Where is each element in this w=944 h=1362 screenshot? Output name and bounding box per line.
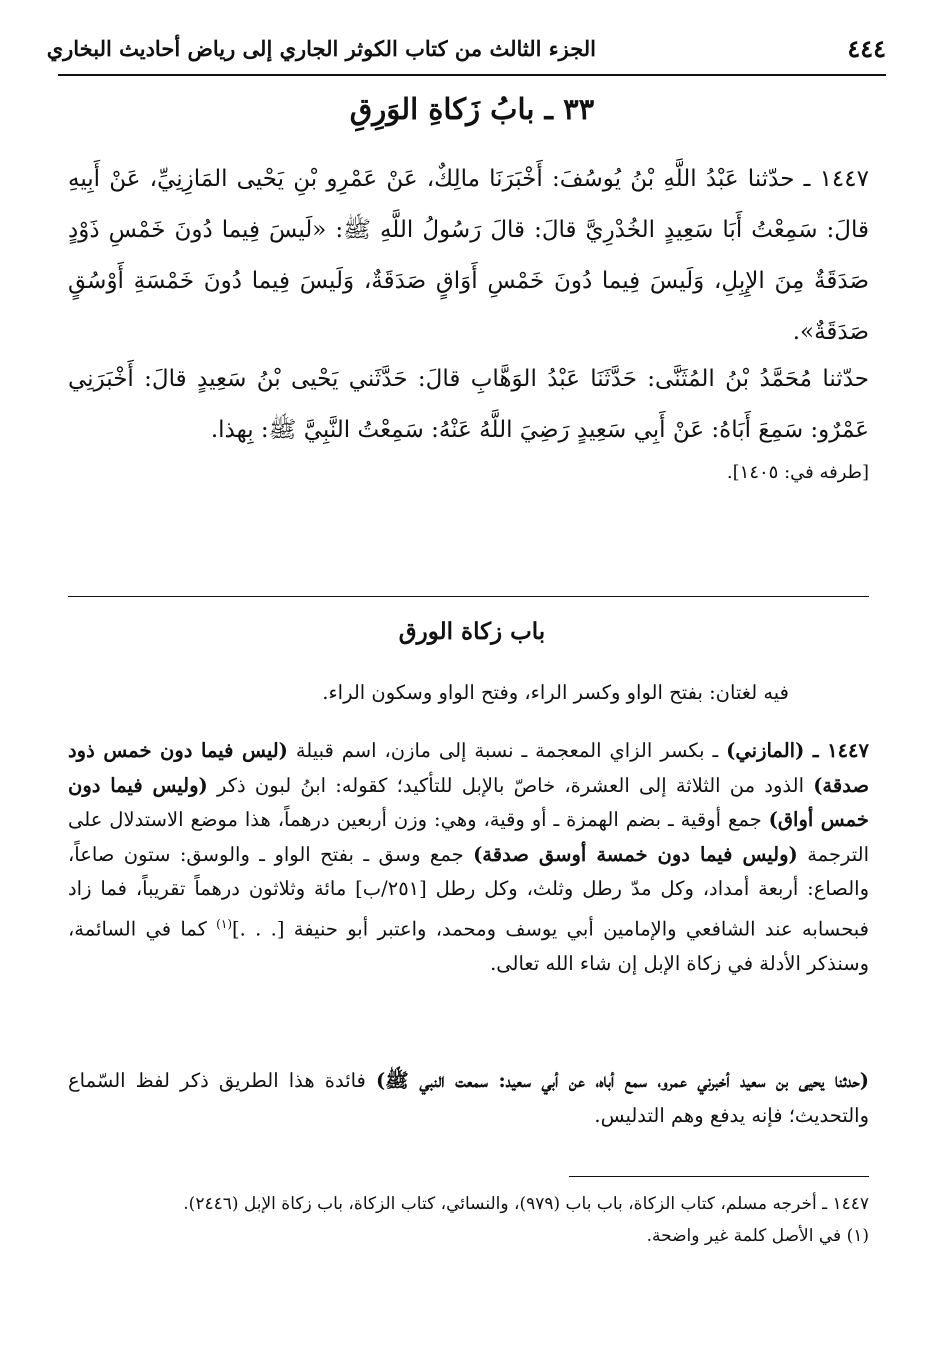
- hadith-text: ١٤٤٧ ـ حدّثنا عَبْدُ اللَّهِ بْنُ يُوسُفَ: أَخْبَرَنَا مالِكٌ، عَنْ عَمْرِو بْنِ يَحْيى المَازِنِيِّ، عَنْ أَبِيهِ قالَ: سَمِعْتُ أَبَا سَعِيدٍ الخُدْرِيَّ قالَ: قالَ رَسُولُ اللَّهِ ﷺ: «لَيسَ فِيما دُونَ خَمْسِ ذَوْدٍ صَدَقَةٌ مِنَ الإِبِلِ، وَلَيسَ فِيما دُونَ خَمْسِ أَوَاقٍ صَدَقَةٌ، وَلَيسَ فِيما دُونَ خَمْسَةِ أَوْسُقٍ صَدَقَةٌ».: [68, 166, 869, 345]
- running-header: [46, 30, 886, 76]
- commentary-p3-bold: (حدثنا يحيى بن سعيد أخبرني عمرو، سمع أباه، عن أبي سعيد: سمعت النبي ﷺ): [375, 1069, 869, 1092]
- commentary-p2-part: ١٤٤٧ ـ (المازني): [726, 739, 869, 762]
- commentary-paragraph-2: [68, 734, 869, 981]
- commentary-p2-part: جمع وسق ـ بفتح الواو ـ والوسق: ستون صاعاً، والصاع: أربعة أمداد، وكل مدّ رطل وثلث، وكل رطل [٢٥١/ب] مائة وثلاثون درهماً تقريباً، فما زاد فبحسابه عند الشافعي والإمامين أبي يوسف ومحمد، واعتبر أبو حنيفة [. . .]: [68, 842, 869, 940]
- commentary-p2-part: الذود من الثلاثة إلى العشرة، خاصّ بالإبل للتأكيد؛ كقوله: ابنُ لبون ذكر: [207, 773, 814, 797]
- hadith-paragraph-1: [68, 154, 869, 358]
- commentary-intro: فيه لغتان: بفتح الواو وكسر الراء، وفتح الواو وسكون الراء.: [322, 681, 789, 704]
- footnote-1: ١٤٤٧ ـ أخرجه مسلم، كتاب الزكاة، باب باب (٩٧٩)، والنسائي، كتاب الزكاة، باب زكاة الإبل (٢٤٤٦).: [183, 1194, 869, 1214]
- page-number: ٤٤٤: [847, 34, 886, 63]
- commentary-title: باب زكاة الورق: [398, 618, 546, 645]
- footnote-2: (١) في الأصل كلمة غير واضحة.: [646, 1226, 869, 1246]
- commentary-separator: [68, 596, 869, 597]
- footnote-separator: [569, 1176, 869, 1177]
- commentary-p2-part: جمع أوقية ـ بضم الهمزة ـ أو وقية، وهي: وزن أربعين درهماً، هذا موضع الاستدلال على الترجمة: [68, 808, 869, 866]
- commentary-p2-part: (وليس فيما دون خمسة أوسق صدقة): [473, 842, 798, 866]
- hadith-chain-text: حدّثنا مُحَمَّدُ بْنُ المُثَنَّى: حَدَّثَنَا عَبْدُ الوَهَّابِ قالَ: حَدَّثَني يَحْيى بْنُ سَعِيدٍ قالَ: أَخْبَرَنِي عَمْرٌو: سَمِعَ أَبَاهُ: عَنْ أَبِي سَعِيدٍ رَضِيَ اللَّهُ عَنْهُ: سَمِعْتُ النَّبِيَّ ﷺ: بِهذا.: [68, 366, 869, 443]
- commentary-p2-part: (ليس فيما دون خمس ذود صدقة): [68, 739, 869, 797]
- commentary-p2-part: (وليس فيما دون خمس أواق): [68, 773, 869, 831]
- commentary-p2-part: (١): [216, 916, 232, 931]
- commentary-paragraph-3: [68, 1064, 869, 1133]
- tarf-reference: [طرفه في: ١٤٠٥].: [726, 462, 869, 483]
- commentary-p2-part: ـ بكسر الزاي المعجمة ـ نسبة إلى مازن، اسم قبيلة: [287, 739, 727, 762]
- chapter-title: ٣٣ ـ بابُ زَكاةِ الوَرِقِ: [349, 92, 595, 126]
- hadith-paragraph-2: [68, 354, 869, 456]
- commentary-p2-part: كما في السائمة، وسنذكر الأدلة في زكاة الإبل إن شاء الله تعالى.: [68, 917, 869, 975]
- running-title: الجزء الثالث من كتاب الكوثر الجاري إلى رياض أحاديث البخاري: [46, 36, 596, 61]
- commentary-p3-rest: فائدة هذا الطريق ذكر لفظ السّماع والتحديث؛ فإنه يدفع وهم التدليس.: [68, 1069, 869, 1127]
